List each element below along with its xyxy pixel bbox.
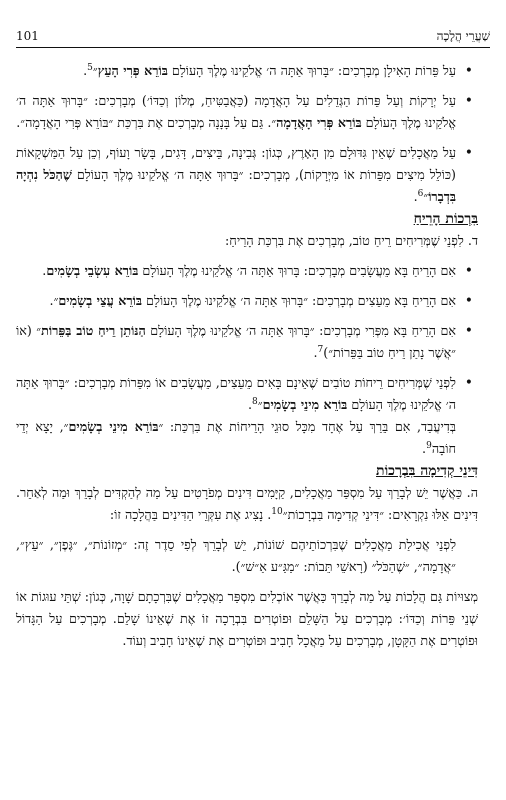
section-title-smell-blessings: בִּרְכוֹת הָרֵיחַ (413, 211, 478, 227)
footnote-ref: 9 (426, 440, 432, 451)
blessing-text: בּוֹרֵא עִשְׂבֵי בְשָׂמִים (46, 263, 139, 278)
header-rule (16, 47, 490, 48)
running-title: שַׁעֲרֵי הֲלָכָה (436, 28, 490, 43)
footnote-ref: 10 (271, 506, 283, 517)
blessing-text: בּוֹרֵא עֲצֵי בְשָׂמִים (58, 293, 142, 308)
bullet-fruit-tree: • עַל פֵּרוֹת הָאִילָן מְבָרְכִים: ״בָּרוּךְ אַתָּה ה׳ אֱלֹקֵינוּ מֶלֶךְ הָעוֹלָם בּוֹרֵא פְּרִי הָעֵץ״$^5$. (16, 60, 478, 82)
footnote-ref: 6 (417, 188, 424, 199)
precedence-same-blessing: מְצוּיוֹת גַּם הֲלָכוֹת עַל מַה לְבָרֵךְ כַּאֲשֶׁר אוֹכְלִים מִסְפַּר מַאֲכָלִים שֶׁבִּרְכָתָם שָׁוָה, כְּגוֹן: שְׁתֵּי עוּגוֹת אוֹ שְׁנֵי פֵּרוֹת וְכַדּוֹ׳: מְבָרְכִים עַל הַשָּׁלֵם וּפוֹטְרִים בִּבְרָכָה זוֹ אֶת שֶׁאֵינוֹ שָׁלֵם. מְבָרְכִים עַל הַגָּדוֹל וּפוֹטְרִים אֶת הַקָּטָן, מְבָרְכִים עַל מַאֲכָל חָבִיב וּפוֹטְרִים אֶת שֶׁאֵינוֹ חָבִיב וְעוֹד. (16, 589, 478, 648)
bullet-other-smells: • לִפְנֵי שֶׁמְּרִיחִים רֵיחוֹת טוֹבִים שֶׁאֵינָם בָּאִים מֵעֵצִים, מֵעֲשָׂבִים אוֹ מִפֵּרוֹת מְבָרְכִים: ״בָּרוּךְ אַתָּה ה׳ אֱלֹקֵינוּ מֶלֶךְ הָעוֹלָם בּוֹרֵא מִינֵי בְשָׂמִים״$^8$. (16, 372, 478, 416)
page-header (16, 27, 490, 45)
bullet-vegetables: • עַל יְרָקוֹת וְעַל פֵּרוֹת הַגְּדֵלִים עַל הָאֲדָמָה (כַּאֲבַטִּיחַ, מֶלוֹן וְכַדּוֹ׳) מְבָרְכִים: ״בָּרוּךְ אַתָּה ה׳ אֱלֹקֵינוּ מֶלֶךְ הָעוֹלָם בּוֹרֵא פְּרִי הָאֲדָמָה״. גַּם עַל בָּנָנָה מְבָרְכִים אֶת בִּרְכַּת ״בּוֹרֵא פְּרִי הָאֲדָמָה״. (16, 90, 478, 134)
blessing-text: בּוֹרֵא פְּרִי הָעֵץ (97, 63, 168, 78)
blessing-text: בּוֹרֵא פְּרִי הָאֲדָמָה (276, 115, 362, 130)
page-number: 101 (16, 29, 39, 43)
bullet-herbs: • אִם הָרֵיחַ בָּא מֵעֲשָׂבִים מְבָרְכִים: בָּרוּךְ אַתָּה ה׳ אֱלֹקֵינוּ מֶלֶךְ הָעוֹלָם בּוֹרֵא עִשְׂבֵי בְשָׂמִים. (16, 260, 478, 282)
bullet-trees: • אִם הָרֵיחַ בָּא מֵעֵצִים מְבָרְכִים: ״בָּרוּךְ אַתָּה ה׳ אֱלֹקֵינוּ מֶלֶךְ הָעוֹלָם בּוֹרֵא עֲצֵי בְשָׂמִים״. (16, 290, 478, 312)
bullet-shehakol: • עַל מַאֲכָלִים שֶׁאֵין גִּדּוּלָם מִן הָאָרֶץ, כְּגוֹן: גְּבִינָה, בֵּיצִים, דָּגִים, בָּשָׂר וָעוֹף, וְכֵן עַל הַמַּשְׁקָאוֹת (כּוֹלֵל מִיצִים מִפֵּרוֹת אוֹ מִיְּרָקוֹת), מְבָרְכִים: ״בָּרוּךְ אַתָּה ה׳ אֱלֹקֵינוּ מֶלֶךְ הָעוֹלָם שֶׁהַכֹּל נִהְיָה בִּדְבָרוֹ״$^6$. (16, 142, 478, 208)
bediavad-note: בְּדִיעֲבַד, אִם בֵּרַךְ עַל אֶחָד מִכָּל סוּגֵי הָרֵיחוֹת אֶת בִּרְכַּת: ״בּוֹרֵא מִינֵי בְשָׂמִים״, יָצָא יְדֵי חוֹבָה$^9$. (16, 419, 456, 456)
blessing-text: הַנּוֹתֵן רֵיחַ טוֹב בַּפֵּרוֹת (41, 323, 146, 338)
section-title-precedence: דִּינֵי קְדִימָה בִּבְרָכוֹת (376, 463, 478, 479)
bullet-fruit-smell: • אִם הָרֵיחַ בָּא מִפְּרִי מְבָרְכִים: ״בָּרוּךְ אַתָּה ה׳ אֱלֹקֵינוּ מֶלֶךְ הָעוֹלָם הַנּוֹתֵן רֵיחַ טוֹב בַּפֵּרוֹת״ (אוֹ ״אֲשֶׁר נָתַן רֵיחַ טוֹב בַּפֵּרוֹת״)$^7$. (16, 320, 478, 364)
footnote-ref: 5 (87, 62, 93, 73)
footnote-ref: 8 (252, 396, 258, 407)
page-body (16, 60, 478, 652)
blessing-text: שֶׁהַכֹּל נִהְיָה בִּדְבָרוֹ (16, 167, 456, 204)
section-intro: ד. לִפְנֵי שֶׁמְּרִיחִים רֵיחַ טוֹב, מְבָרְכִים אֶת בִּרְכַּת הָרֵיחַ: (225, 233, 478, 248)
blessing-text: בּוֹרֵא מִינֵי בְשָׂמִים (262, 397, 348, 412)
blessing-text: בּוֹרֵא מִינֵי בְשָׂמִים (68, 419, 159, 434)
precedence-intro: ה. כַּאֲשֶׁר יֵשׁ לְבָרֵךְ עַל מִסְפַּר מַאֲכָלִים, קַיָּמִים דִּינִים מְפֹרָטִים עַל מַה לְהַקְדִּים לְבָרֵךְ וּמַה לְאַחֵר. דִּינִים אֵלּוּ נִקְרָאִים: ״דִּינֵי קְדִימָה בִּבְרָכוֹת״$^{10}$. נָצִיג אֶת עִקְּרֵי הַדִּינִים בַּהֲלָכָה זוֹ: (16, 485, 478, 522)
precedence-order: לִפְנֵי אֲכִילַת מַאֲכָלִים שֶׁבִּרְכוֹתֵיהֶם שׁוֹנוֹת, יֵשׁ לְבָרֵךְ לְפִי סֵדֶר זֶה: ״מְזוֹנוֹת״, ״גֶּפֶן״, ״עֵץ״, ״אֲדָמָה״, ״שֶׁהַכֹּל״ (רָאשֵׁי תֵּבוֹת: ״מַגַּ״ע אַ״שׁ״). (16, 537, 456, 574)
footnote-ref: 7 (317, 344, 324, 355)
